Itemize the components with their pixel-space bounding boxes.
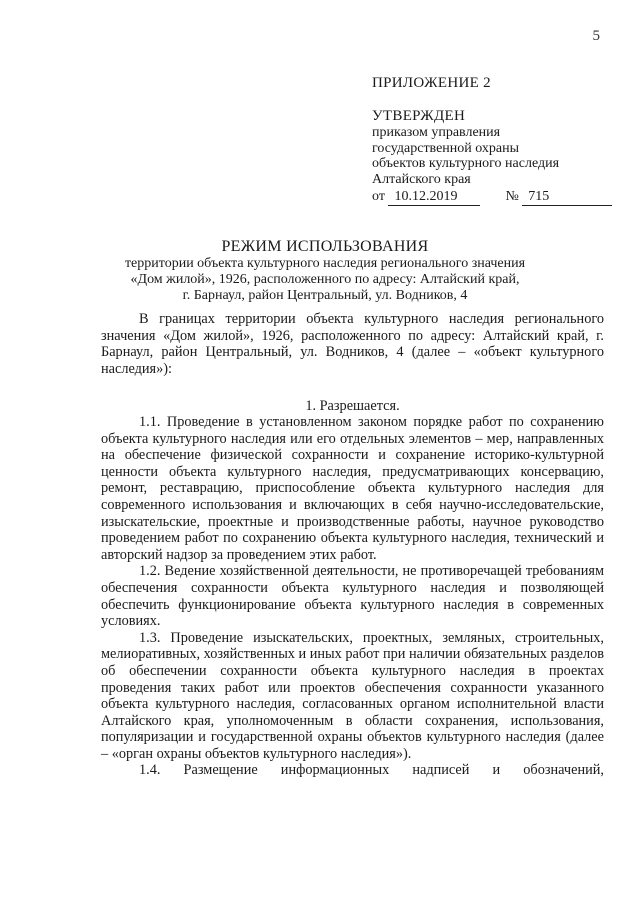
- items-body: [101, 414, 604, 779]
- item-paragraph: 1.3. Проведение изыскательских, проектных, земляных, строительных, мелиоративных, хозяйственных и иных работ при наличии обязательных разделов об обеспечении сохранности объекта культурного наследия в проектах проведения таких работ или проектов обеспечения сохранности указанного объекта культурного наследия, согласованных органом исполнительной власти Алтайского края, уполномоченным в области сохранения, использования, популяризации и государственной охраны объектов культурного наследия (далее – «орган охраны объектов культурного наследия»).: [101, 629, 604, 762]
- appendix-label: ПРИЛОЖЕНИЕ 2: [372, 75, 491, 91]
- item-paragraph: 1.2. Ведение хозяйственной деятельности, не противоречащей требованиям обеспечения сохранности объекта культурного наследия и позволяющей обеспечить функционирование объекта культурного наследия в современных условиях.: [101, 563, 604, 630]
- approval-line: объектов культурного наследия: [372, 156, 560, 171]
- item-paragraph: 1.4. Размещение информационных надписей и обозначений,: [139, 762, 604, 779]
- number-label: №: [505, 189, 519, 204]
- order-number: 715: [522, 189, 612, 206]
- document-title-block: [95, 238, 555, 304]
- document-title: РЕЖИМ ИСПОЛЬЗОВАНИЯ: [221, 238, 429, 255]
- from-label: от: [372, 189, 385, 204]
- order-date: 10.12.2019: [388, 189, 480, 206]
- approval-line: Алтайского края: [372, 171, 471, 187]
- section-heading: 1. Разрешается.: [305, 398, 400, 414]
- title-subline: «Дом жилой», 1926, расположенного по адресу: Алтайский край,: [130, 272, 520, 287]
- intro-paragraph-wrap: [101, 311, 604, 377]
- approval-block: [372, 75, 622, 206]
- page-number: 5: [592, 28, 600, 44]
- title-subline: г. Барнаул, район Центральный, ул. Водников, 4: [182, 288, 468, 303]
- date-number-line: [372, 189, 622, 206]
- item-paragraph: 1.1. Проведение в установленном законом порядке работ по сохранению объекта культурного наследия или его отдельных элементов – мер, направленных на обеспечение физической сохранности и сохранение историко-культурной ценности объекта культурного наследия, предусматривающих консервацию, ремонт, реставрацию, приспособление объекта культурного наследия для современного использования и включающих в себя научно-исследовательские, изыскательские, проектные и производственные работы, научное руководство проведением работ по сохранению объекта культурного наследия, технический и авторский надзор за проведением этих работ.: [101, 414, 604, 563]
- approval-line: приказом управления: [372, 125, 501, 140]
- title-subline: территории объекта культурного наследия регионального значения: [124, 256, 526, 271]
- intro-paragraph: В границах территории объекта культурного наследия регионального значения «Дом жилой», 1926, расположенного по адресу: Алтайский край, г. Барнаул, район Центральный, ул. Водников, 4 (далее – «объект культурного наследия»):: [101, 311, 604, 377]
- approval-line: государственной охраны: [372, 140, 520, 156]
- approved-label: УТВЕРЖДЕН: [372, 108, 466, 124]
